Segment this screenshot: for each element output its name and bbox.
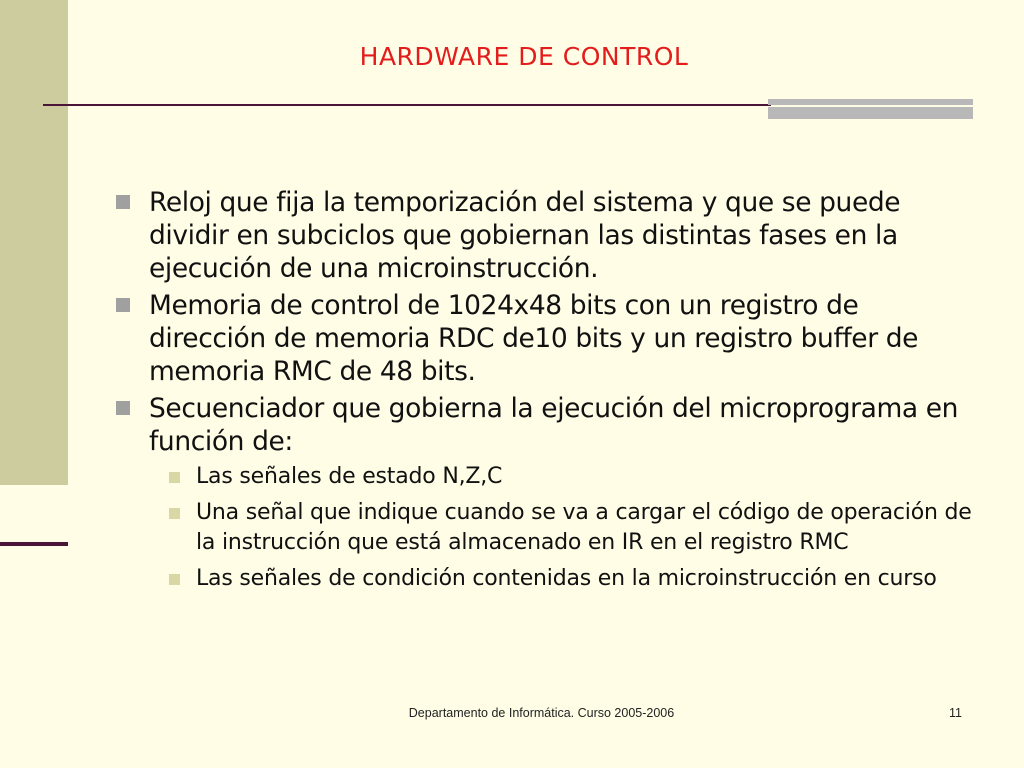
bullet-item — [113, 392, 973, 458]
sub-bullet-item — [165, 498, 973, 558]
square-sub-bullet-icon — [169, 508, 180, 519]
title-underline — [43, 104, 771, 106]
square-bullet-icon — [116, 298, 130, 312]
slide-body — [113, 186, 973, 600]
page-number: 11 — [949, 706, 962, 720]
square-bullet-icon — [116, 401, 130, 415]
bullet-text: Secuenciador que gobierna la ejecución del microprograma en función de: — [149, 393, 959, 457]
rule-block-stripe-bottom — [768, 107, 973, 119]
slide-footer: Departamento de Informática. Curso 2005-2006 — [408, 706, 675, 720]
title-rule-block — [768, 99, 973, 119]
left-decorative-bar — [0, 0, 68, 485]
left-accent-line — [0, 542, 68, 546]
bullet-item — [113, 186, 973, 285]
sub-bullet-text: Las señales de condición contenidas en la microinstrucción en curso — [196, 566, 937, 591]
sub-bullet-item — [165, 462, 973, 492]
slide-title: HARDWARE DE CONTROL — [359, 42, 689, 71]
bullet-text: Reloj que fija la temporización del sistema y que se puede dividir en subciclos que gobiernan las distintas fases en la ejecución de una microinstrucción. — [149, 187, 901, 284]
sub-bullet-text: Una señal que indique cuando se va a cargar el código de operación de la instrucción que está almacenado en IR en el registro RMC — [196, 500, 972, 555]
bullet-text: Memoria de control de 1024x48 bits con un registro de dirección de memoria RDC de10 bits y un registro buffer de memoria RMC de 48 bits. — [149, 290, 919, 387]
square-bullet-icon — [116, 195, 130, 209]
rule-block-stripe-top — [768, 99, 973, 105]
sub-bullet-item — [165, 564, 973, 594]
bullet-item — [113, 289, 973, 388]
square-sub-bullet-icon — [169, 574, 180, 585]
sub-bullet-text: Las señales de estado N,Z,C — [196, 464, 503, 489]
square-sub-bullet-icon — [169, 472, 180, 483]
